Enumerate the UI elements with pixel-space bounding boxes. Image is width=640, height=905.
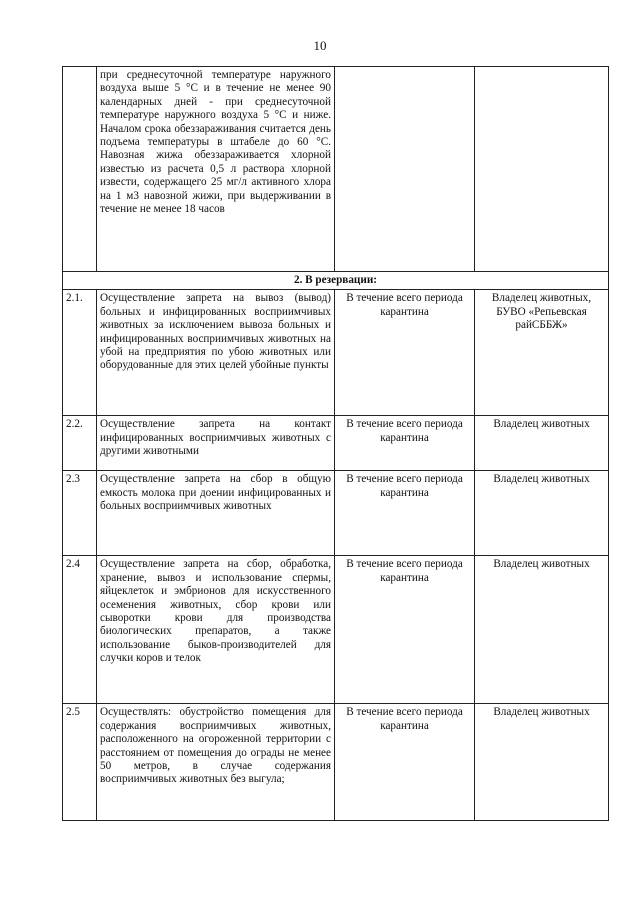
term-text: В течение всего периода карантина: [335, 471, 475, 556]
measure-text: Осуществление запрета на сбор в общую емкость молока при доении инфицированных и больных восприимчивых животных: [97, 471, 335, 556]
responsible-text: Владелец животных: [475, 471, 609, 556]
quarantine-measures-table: [62, 66, 609, 821]
term-text: В течение всего периода карантина: [335, 704, 475, 821]
responsible-text: Владелец животных, БУВО «Репьевская райСББЖ»: [475, 290, 609, 416]
term-cell: [335, 67, 475, 272]
page-number: 10: [313, 38, 327, 53]
table-row: [63, 471, 609, 556]
table-row: [63, 556, 609, 704]
table-row: [63, 290, 609, 416]
term-text: В течение всего периода карантина: [335, 416, 475, 471]
responsible-text: Владелец животных: [475, 556, 609, 704]
row-number: 2.1.: [63, 290, 97, 416]
table-row: [63, 416, 609, 471]
measure-text: Осуществление запрета на вывоз (вывод) больных и инфицированных восприимчивых животных за исключением вывоза больных и инфицированных восприимчивых животных на убой на предприятия по убою животных или оборудованные для этих целей убойные пункты: [97, 290, 335, 416]
section-title: 2. В резервации:: [63, 272, 609, 290]
table-row: [63, 704, 609, 821]
responsible-cell: [475, 67, 609, 272]
row-number-cell: [63, 67, 97, 272]
responsible-text: Владелец животных: [475, 704, 609, 821]
row-number: 2.2.: [63, 416, 97, 471]
measure-text: Осуществление запрета на контакт инфицированных восприимчивых животных с другими животными: [97, 416, 335, 471]
section-row: [63, 272, 609, 290]
measure-text: Осуществлять: обустройство помещения для содержания восприимчивых животных, расположенного на огороженной территории с расстоянием от помещения до ограды не менее 50 метров, в случае содержания восприимчивых животных без выгула;: [97, 704, 335, 821]
term-text: В течение всего периода карантина: [335, 556, 475, 704]
table-row-continued: [63, 67, 609, 272]
measure-text: при среднесуточной температуре наружного воздуха выше 5 °С и в течение не менее 90 календарных дней - при среднесуточной температуре наружного воздуха 5 °С и ниже. Началом срока обеззараживания считается день подъема температуры в штабеле до 60 °С. Навозная жижа обеззараживается хлорной известью из расчета 0,5 л раствора хлорной извести, содержащего 25 мг/л активного хлора на 1 м3 навозной жижи, при выдерживании в течение не менее 18 часов: [97, 67, 335, 272]
measure-text: Осуществление запрета на сбор, обработка, хранение, вывоз и использование спермы, яйцеклеток и эмбрионов для искусственного осеменения животных, сбор крови или сыворотки крови для производства биологических препаратов, а также использование быков-производителей для случки коров и телок: [97, 556, 335, 704]
responsible-text: Владелец животных: [475, 416, 609, 471]
row-number: 2.5: [63, 704, 97, 821]
term-text: В течение всего периода карантина: [335, 290, 475, 416]
row-number: 2.3: [63, 471, 97, 556]
row-number: 2.4: [63, 556, 97, 704]
